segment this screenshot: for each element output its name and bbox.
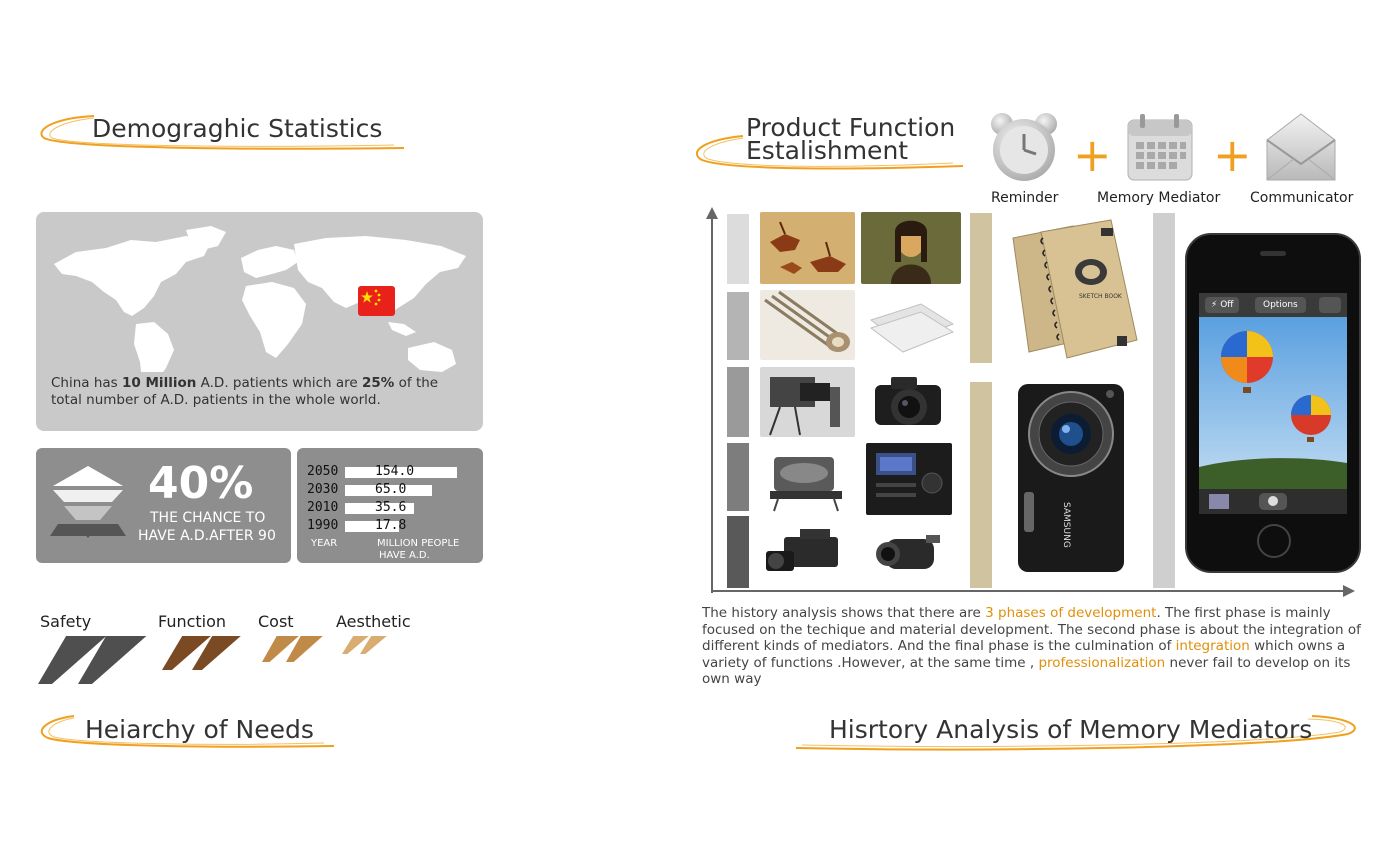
highlight-phases: 3 phases of development <box>985 605 1157 621</box>
iphone-image <box>1185 233 1361 573</box>
function-label-memory-mediator: Memory Mediator <box>1097 190 1221 206</box>
need-label: Safety <box>40 612 92 631</box>
phase-strip-3 <box>727 367 749 437</box>
phone-screen <box>1199 293 1347 514</box>
function-label-reminder: Reminder <box>991 190 1059 206</box>
plus-sign-1: + <box>1073 128 1112 182</box>
samsung-camera-image <box>1016 382 1126 574</box>
phone-off-button[interactable]: ⚡ Off <box>1205 297 1239 313</box>
chance-panel <box>36 448 291 563</box>
need-label: Function <box>158 612 227 631</box>
sketchbook-label: SKETCH BOOK <box>1079 293 1122 300</box>
need-stripe-icon <box>162 636 272 670</box>
paper-stack-image <box>861 290 961 360</box>
bar-year: 2050 <box>307 464 339 479</box>
bar-year: 1990 <box>307 518 339 533</box>
people-caption-2: HAVE A.D. <box>379 550 430 561</box>
bar-year: 2010 <box>307 500 339 515</box>
bar-year: 2030 <box>307 482 339 497</box>
people-caption-1: MILLION PEOPLE <box>377 538 460 549</box>
phase-strip-notebook <box>970 213 992 363</box>
world-map-panel <box>36 212 483 431</box>
map-caption: China has 10 Million A.D. patients which are 25% of the total number of A.D. patients in the whole world. <box>51 375 439 408</box>
phase-strip-1 <box>727 214 749 284</box>
cave-painting-image <box>760 212 855 284</box>
chance-line-1: THE CHANCE TO <box>150 510 266 526</box>
year-caption: YEAR <box>311 538 338 549</box>
phone-camera-switch-icon[interactable] <box>1319 297 1341 313</box>
chance-percent: 40% <box>148 458 254 509</box>
bar-value: 154.0 <box>375 464 415 479</box>
phase-strip-4 <box>727 443 749 511</box>
highlight-integration: integration <box>1175 638 1250 654</box>
dslr-camera-image <box>861 367 961 437</box>
phone-options-button[interactable]: Options <box>1255 297 1306 313</box>
envelope-icon <box>1265 112 1337 182</box>
need-label: Aesthetic <box>336 612 411 631</box>
need-stripe-icon <box>342 636 404 654</box>
world-map-icon <box>36 212 483 372</box>
bar-value: 17.8 <box>375 518 407 533</box>
phase-strip-camera <box>970 382 992 588</box>
mona-lisa-image <box>861 212 961 284</box>
product-title-1: Product Function <box>746 113 956 142</box>
china-flag-icon <box>358 286 395 316</box>
phase-strip-2 <box>727 292 749 360</box>
product-title-2: Estalishment <box>746 136 909 165</box>
phonograph-image <box>760 443 855 515</box>
bar-chart-panel <box>297 448 483 563</box>
need-label: Cost <box>258 612 294 631</box>
camcorder-image <box>866 521 952 589</box>
old-camera-image <box>760 367 855 437</box>
demographic-title: Demograghic Statistics <box>92 114 383 143</box>
highlight-professionalization: professionalization <box>1038 654 1166 671</box>
bar-value: 65.0 <box>375 482 407 497</box>
phase-strip-phone <box>1153 213 1175 588</box>
plus-sign-2: + <box>1213 128 1252 182</box>
bar-value: 35.6 <box>375 500 407 515</box>
function-label-communicator: Communicator <box>1250 190 1354 206</box>
samsung-brand-label: SAMSUNG <box>1061 502 1071 548</box>
analysis-paragraph: The history analysis shows that there are 3 phases of development. The first phase is mainly focused on the techique and material development. The second phase is about the integration of different kinds of mediators. And the final phase is the culmination of integration which owns a variety of functions .However, at the same time , professionalization never fail to develop on its own way <box>702 605 1361 687</box>
bamboo-scroll-image <box>760 290 855 360</box>
voice-recorder-image <box>866 443 952 515</box>
sketchbook-image <box>1005 218 1145 363</box>
camcorder-pro-image <box>760 521 855 589</box>
need-stripe-icon <box>262 636 346 662</box>
history-title: Hisrtory Analysis of Memory Mediators <box>829 715 1313 744</box>
hierarchy-title: Heiarchy of Needs <box>85 715 314 744</box>
pyramid-icon <box>48 464 128 544</box>
calendar-icon <box>1126 112 1194 182</box>
alarm-clock-icon <box>988 110 1060 184</box>
home-button[interactable] <box>1257 524 1291 558</box>
chance-line-2: HAVE A.D.AFTER 90 <box>138 528 276 544</box>
phase-strip-5 <box>727 516 749 588</box>
